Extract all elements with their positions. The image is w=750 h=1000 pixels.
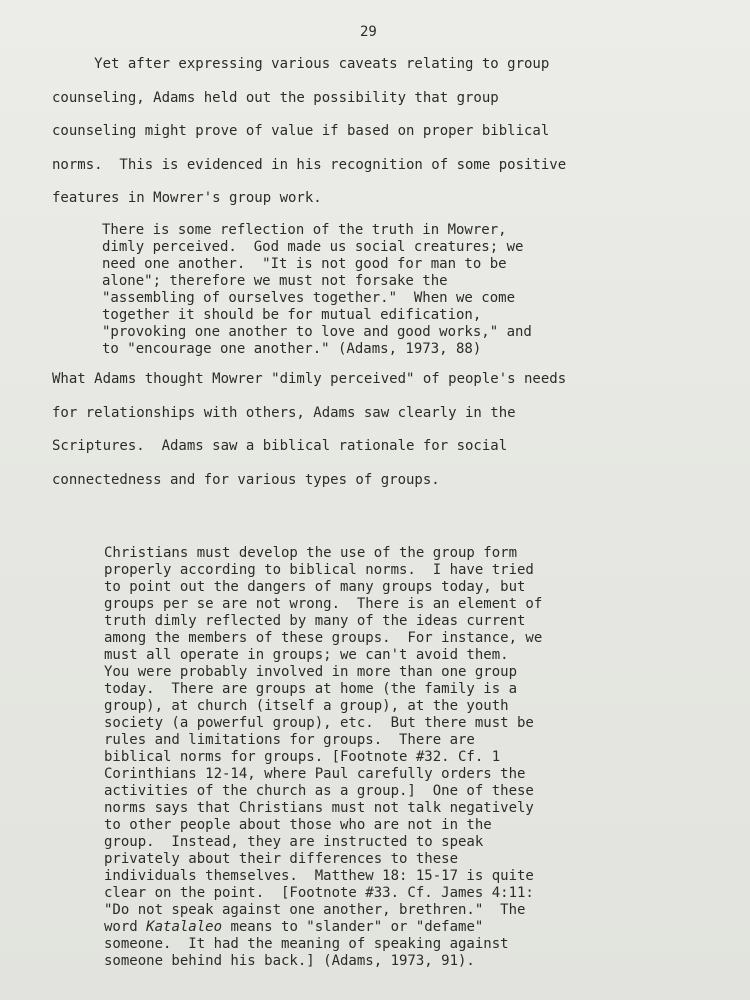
paragraph-line: norms. This is evidenced in his recognition of some positive — [52, 156, 567, 173]
quote-line: group), at church (itself a group), at the youth — [104, 698, 509, 714]
paragraph-line: features in Mowrer's group work. — [52, 190, 322, 206]
quote-line: dimly perceived. God made us social creatures; we — [102, 239, 524, 255]
paragraph-2 — [52, 363, 566, 497]
paragraph-line: What Adams thought Mowrer "dimly perceived" of people's needs — [52, 371, 567, 387]
block-quote-1 — [102, 222, 532, 358]
quote-line: biblical norms for groups. [Footnote #32. Cf. 1 — [104, 749, 501, 765]
quote-line: "provoking one another to love and good works," and — [102, 324, 532, 340]
quote-line: privately about their differences to these — [104, 851, 459, 867]
paragraph-line: counseling might prove of value if based on proper biblical — [52, 123, 550, 139]
page-number: 29 — [360, 24, 377, 40]
quote-line-italic: word Katalaleo means to "slander" or "defame" — [104, 919, 484, 935]
paragraph-line: counseling, Adams held out the possibility that group — [52, 89, 499, 106]
quote-line: to point out the dangers of many groups today, but — [104, 579, 526, 595]
quote-line: need one another. "It is not good for man to be — [102, 256, 507, 272]
quote-line: alone"; therefore we must not forsake the — [102, 273, 448, 289]
quote-line: to "encourage one another." (Adams, 1973, 88) — [102, 341, 482, 357]
quote-line: truth dimly reflected by many of the ideas current — [104, 613, 526, 629]
block-quote-2 — [104, 511, 542, 1000]
quote-line: to other people about those who are not in the — [104, 817, 492, 833]
quote-line: together it should be for mutual edification, — [102, 307, 482, 323]
quote-line: "Do not speak against one another, brethren." The — [104, 902, 526, 918]
paragraph-line: Yet after expressing various caveats relating to group — [52, 56, 550, 72]
quote-line: society (a powerful group), etc. But there must be — [104, 715, 534, 731]
quote-line: someone. It had the meaning of speaking against — [104, 936, 509, 952]
quote-line: There is some reflection of the truth in Mowrer, — [102, 222, 507, 238]
quote-line: "assembling of ourselves together." When we come — [102, 290, 516, 306]
paragraph-1 — [52, 48, 566, 216]
paragraph-line: for relationships with others, Adams saw clearly in the — [52, 404, 516, 421]
quote-line: groups per se are not wrong. There is an element of — [104, 596, 543, 612]
paragraph-line: Scriptures. Adams saw a biblical rationale for social — [52, 438, 508, 454]
quote-line: today. There are groups at home (the family is a — [104, 681, 518, 697]
quote-line: someone behind his back.] (Adams, 1973, 91). — [104, 953, 475, 969]
quote-line: among the members of these groups. For instance, we — [104, 630, 543, 646]
quote-line: You were probably involved in more than one group — [104, 664, 518, 680]
quote-line: norms says that Christians must not talk negatively — [104, 800, 534, 816]
quote-line: properly according to biblical norms. I have tried — [104, 562, 534, 578]
quote-line: group. Instead, they are instructed to speak — [104, 834, 484, 850]
quote-line: individuals themselves. Matthew 18: 15-17 is quite — [104, 868, 534, 884]
quote-line: must all operate in groups; we can't avoid them. — [104, 647, 509, 663]
quote-line: clear on the point. [Footnote #33. Cf. James 4:11: — [104, 885, 534, 901]
quote-line: rules and limitations for groups. There are — [104, 732, 475, 748]
quote-line: activities of the church as a group.] One of these — [104, 783, 534, 799]
quote-line: Christians must develop the use of the group form — [104, 545, 518, 561]
italic-term: Katalaleo — [146, 919, 223, 935]
paragraph-line: connectedness and for various types of groups. — [52, 471, 440, 488]
quote-line: Corinthians 12-14, where Paul carefully orders the — [104, 766, 526, 782]
